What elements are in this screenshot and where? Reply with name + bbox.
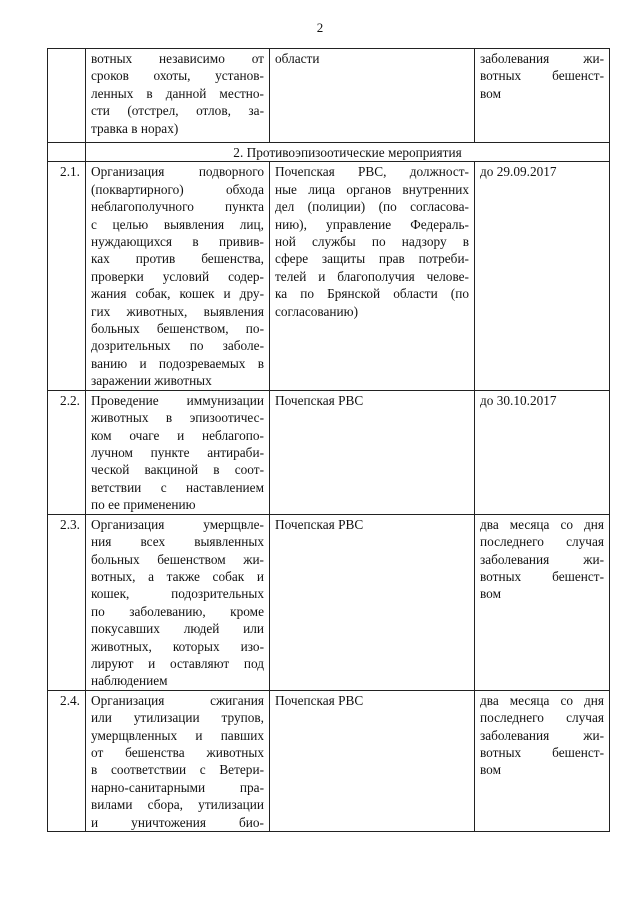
section-heading-row — [48, 143, 610, 162]
section-title: 2. Противоэпизоотические мероприятия — [86, 143, 610, 162]
text-line: гих животных, выявления — [91, 303, 264, 319]
responsible-cell — [270, 390, 475, 514]
row-number: 2.4. — [48, 690, 86, 831]
text-line: умерщвленных и павших — [91, 727, 264, 743]
text-line: ния всех выявленных — [91, 534, 264, 550]
responsible-cell — [270, 162, 475, 390]
table-row-2-2 — [48, 390, 610, 514]
text-line: последнего случая — [480, 534, 604, 550]
text-line: вом — [480, 586, 501, 602]
text-line: животных, которых изо- — [91, 638, 264, 654]
text-line: вом — [480, 85, 501, 101]
text-line: Организация умерщвле- — [91, 516, 264, 532]
text-line: Проведение иммунизации — [91, 392, 264, 408]
text-line: заболевания жи- — [480, 551, 604, 567]
text-line: ветствии с наставлением — [91, 479, 264, 495]
text-line: больных бешенством, по- — [91, 321, 264, 337]
text-line: Почепская РВС — [275, 692, 364, 708]
text-line: два месяца со дня — [480, 692, 604, 708]
text-line: ленных в данной местно- — [91, 85, 264, 101]
text-line: по заболеванию, кроме — [91, 603, 264, 619]
description-cell — [86, 49, 270, 143]
term-cell — [475, 390, 610, 514]
table-row-2-1 — [48, 162, 610, 390]
term-cell — [475, 514, 610, 690]
text-line: кошек, подозрительных — [91, 586, 264, 602]
text-line: два месяца со дня — [480, 516, 604, 532]
text-line: заболевания жи- — [480, 51, 604, 66]
text-line: Организация подворного — [91, 164, 264, 180]
text-line: вом — [480, 762, 501, 778]
text-line: вилами сбора, утилизации — [91, 797, 264, 813]
text-line: нарно-санитарными пра- — [91, 779, 264, 795]
text-line: последнего случая — [480, 710, 604, 726]
description-cell — [86, 514, 270, 690]
text-line: больных бешенством жи- — [91, 551, 264, 567]
measures-table — [47, 48, 610, 832]
text-line: наблюдением — [91, 673, 168, 689]
text-line: дел (полиции) (по согласова- — [275, 199, 469, 215]
text-line: ческой вакциной в соот- — [91, 462, 264, 478]
text-line: ком очаге и неблагопо- — [91, 427, 264, 443]
text-line: ванию и подозреваемых в — [91, 355, 264, 371]
text-line: ках против бешенства, — [91, 251, 264, 267]
text-line: вотных независимо от — [91, 51, 264, 66]
text-line: сроков охоты, установ- — [91, 68, 264, 84]
text-line: до 30.10.2017 — [480, 392, 557, 408]
text-line: лучном пункте антираби- — [91, 444, 264, 460]
text-line: области — [275, 51, 320, 66]
text-line: ной службы по надзору в — [275, 234, 469, 250]
text-line: сти (отстрел, отлов, за- — [91, 103, 264, 119]
description-cell — [86, 162, 270, 390]
text-line: нию), управление Федераль- — [275, 216, 469, 232]
text-line: вотных, а также собак и — [91, 568, 264, 584]
term-cell — [475, 690, 610, 831]
term-cell — [475, 49, 610, 143]
row-number: 2.2. — [48, 390, 86, 514]
section-number-cell — [48, 143, 86, 162]
text-line: жания собак, кошек и дру- — [91, 286, 264, 302]
text-line: вотных бешенст- — [480, 744, 604, 760]
text-line: телей и благополучия челове- — [275, 268, 469, 284]
row-number: 2.3. — [48, 514, 86, 690]
text-line: травка в норах) — [91, 120, 179, 136]
text-line: неблагополучного пункта — [91, 199, 264, 215]
table-row-2-3 — [48, 514, 610, 690]
text-line: ка по Брянской области (по — [275, 286, 469, 302]
page-number: 2 — [316, 20, 324, 35]
text-line: ные лица органов внутренних — [275, 181, 469, 197]
text-line: по ее применению — [91, 497, 196, 513]
responsible-cell — [270, 690, 475, 831]
text-line: согласованию) — [275, 303, 359, 319]
text-line: сфере защиты прав потреби- — [275, 251, 469, 267]
text-line: вотных бешенст- — [480, 68, 604, 84]
text-line: с целью выявления лиц, — [91, 216, 264, 232]
text-line: покусавших людей или — [91, 621, 264, 637]
text-line: лируют и оставляют под — [91, 655, 264, 671]
text-line: или утилизации трупов, — [91, 710, 264, 726]
text-line: проверки условий содер- — [91, 268, 264, 284]
responsible-cell — [270, 49, 475, 143]
text-line: нуждающихся в привив- — [91, 234, 264, 250]
row-number: 2.1. — [48, 162, 86, 390]
text-line: вотных бешенст- — [480, 568, 604, 584]
text-line: Почепская РВС, должност- — [275, 164, 469, 180]
text-line: заболевания жи- — [480, 727, 604, 743]
row-number-cell — [48, 49, 86, 143]
text-line: и уничтожения био- — [91, 814, 264, 830]
description-cell — [86, 690, 270, 831]
text-line: Почепская РВС — [275, 392, 364, 408]
text-line: дозрительных по заболе- — [91, 338, 264, 354]
text-line: Почепская РВС — [275, 516, 364, 532]
text-line: животных в эпизоотичес- — [91, 410, 264, 426]
responsible-cell — [270, 514, 475, 690]
table-row-continued — [48, 49, 610, 143]
text-line: заражении животных — [91, 373, 212, 389]
text-line: от бешенства животных — [91, 744, 264, 760]
term-cell — [475, 162, 610, 390]
text-line: до 29.09.2017 — [480, 164, 557, 180]
table-row-2-4 — [48, 690, 610, 831]
text-line: (поквартирного) обхода — [91, 181, 264, 197]
text-line: Организация сжигания — [91, 692, 264, 708]
description-cell — [86, 390, 270, 514]
text-line: в соответствии с Ветери- — [91, 762, 264, 778]
